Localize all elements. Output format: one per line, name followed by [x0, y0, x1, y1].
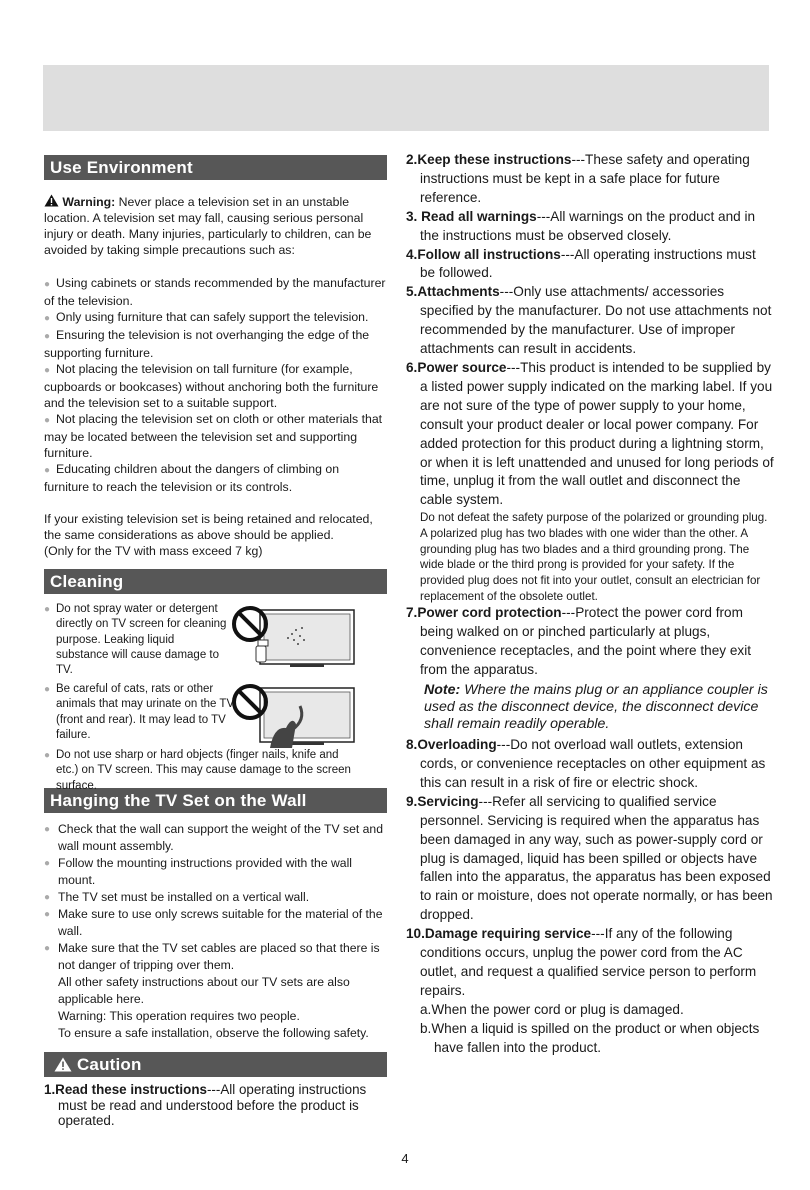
hanging-extra: Warning: This operation requires two people.: [58, 1009, 300, 1023]
instruction-item: 7.Power cord protection---Protect the power cord from being walked on or pinched particularly at plugs, convenience receptacles, and the point where they exit from the apparatus.: [406, 605, 751, 678]
environment-bullet: ● Only using furniture that can safely support the television.: [44, 309, 387, 327]
instruction-item: 3. Read all warnings---All warnings on the product and in the instructions must be observed closely.: [406, 208, 756, 243]
warning-icon: [54, 1057, 72, 1072]
bullet-dot-icon: ●: [44, 604, 51, 615]
cleaning-item: ● Do not spray water or detergent directly on TV screen for cleaning purpose. Leaking liquid substance will cause damage to TV.: [44, 603, 227, 677]
cleaning-section: [44, 602, 387, 792]
right-column: [406, 151, 774, 1057]
bullet-dot-icon: ●: [44, 331, 51, 342]
bullet-dot-icon: ●: [44, 892, 51, 903]
caution-heading: Caution: [76, 1055, 142, 1074]
cleaning-item: ● Do not use sharp or hard objects (finger nails, knife and etc.) on TV screen. This may cause damage to the screen surface.: [44, 749, 351, 792]
disconnect-note: Note: Where the mains plug or an appliance coupler is used as the disconnect device, the disconnect device shall remain readily operable.: [424, 682, 768, 733]
hanging-extra: To ensure a safe installation, observe the following safety.: [58, 1026, 369, 1040]
warning-text: Never place a television set in an unstable location. A television set may fall, causing serious personal injury or death. Many injuries, particularly to children, can be avoided by taking simple precautions such as:: [44, 195, 372, 257]
use-environment-heading: Use Environment: [44, 155, 387, 180]
bullet-dot-icon: ●: [44, 943, 51, 954]
bullet-dot-icon: ●: [44, 858, 51, 869]
bullet-dot-icon: ●: [44, 824, 51, 835]
bullet-dot-icon: ●: [44, 313, 51, 324]
damage-case-b: b.When a liquid is spilled on the product or when objects have fallen into the product.: [420, 1020, 760, 1055]
environment-bullet: ● Educating children about the dangers of climbing on furniture to reach the television or its controls.: [44, 462, 340, 494]
damage-case-a: a.When the power cord or plug is damaged.: [420, 1001, 684, 1017]
cleaning-item: ● Be careful of cats, rats or other animals that may urinate on the TV (front and rear). It may lead to TV failure.: [44, 683, 235, 741]
instruction-item: 10.Damage requiring service---If any of the following conditions occurs, unplug the power cord from the AC outlet, and request a qualified service person to perform repairs.: [406, 926, 757, 998]
hanging-item: ● Make sure to use only screws suitable for the material of the wall.: [44, 907, 383, 938]
caution-item-1: 1.Read these instructions---All operating instructions must be read and understood before the product is operated.: [44, 1082, 367, 1129]
instruction-item: 6.Power source---This product is intended to be supplied by a listed power supply indicated on the marking label. If you are not sure of the type of power supply to your home, consult your product dealer or local power company. For added protection for this product during a lightning storm, or when it is left unattended and unused for long periods of time, unplug it from the wall outlet and disconnect the cable system.: [406, 359, 774, 508]
warning-label: Warning:: [62, 195, 116, 209]
instruction-item: 2.Keep these instructions---These safety and operating instructions must be kept in a safe place for future reference.: [406, 152, 750, 205]
instruction-item: 9.Servicing---Refer all servicing to qualified service personnel. Servicing is required when the apparatus has been damaged in any way, such as power-supply cord or plug is damaged, liquid has been spilled or objects have fallen into the apparatus, the apparatus has been exposed to rain or moisture, does not operate normally, or has been dropped.: [406, 793, 773, 923]
hanging-item: ● Make sure that the TV set cables are placed so that there is not danger of tripping over them.: [44, 941, 380, 972]
caution-heading-bar: [44, 1052, 387, 1077]
bullet-dot-icon: ●: [44, 684, 51, 695]
left-column: [44, 155, 387, 1129]
bullet-dot-icon: ●: [44, 279, 51, 290]
instruction-item: 4.Follow all instructions---All operating instructions must be followed.: [406, 246, 756, 281]
bullet-dot-icon: ●: [44, 465, 51, 476]
warning-icon: [44, 194, 59, 207]
bullet-dot-icon: ●: [44, 365, 51, 376]
hanging-heading: Hanging the TV Set on the Wall: [44, 788, 387, 813]
hanging-extra: All other safety instructions about our TV sets are also applicable here.: [58, 975, 350, 1006]
hanging-list: [44, 821, 387, 1042]
environment-bullet: ● Using cabinets or stands recommended by the manufacturer of the television.: [44, 276, 386, 308]
environment-bullet: ● Ensuring the television is not overhanging the edge of the supporting furniture.: [44, 328, 370, 360]
bullet-dot-icon: ●: [44, 750, 51, 761]
instruction-item: 5.Attachments---Only use attachments/ accessories specified by the manufacturer. Do not use attachments not recommended by the manufacturer. Use of improper attachments can result in accidents.: [406, 284, 772, 357]
environment-bullet: ● Not placing the television set on cloth or other materials that may be located between the television set and supporting furniture.: [44, 412, 383, 460]
hanging-item: ● Check that the wall can support the weight of the TV set and wall mount assembly.: [44, 822, 383, 853]
cleaning-heading: Cleaning: [44, 569, 387, 594]
hanging-item: ● The TV set must be installed on a vertical wall.: [44, 890, 310, 904]
polarized-plug-note: Do not defeat the safety purpose of the polarized or grounding plug. A polarized plug has two blades with one wider than the other. A grounding plug has two blades and a third grounding prong. The wide blade or the third prong is provided for your safety. If the provided plug does not fit into your outlet, consult an electrician for replacement of the obsolete outlet.: [420, 511, 768, 603]
no-pets-tv-illustration: [230, 680, 360, 752]
instruction-item: 8.Overloading---Do not overload wall outlets, extension cords, or convenience receptacles on other equipment as this can result in a risk of fire or electric shock.: [406, 737, 766, 790]
no-spray-tv-illustration: [230, 602, 360, 674]
mass-note: (Only for the TV with mass exceed 7 kg): [44, 544, 263, 558]
warning-paragraph: [44, 194, 387, 258]
retained-paragraph: If your existing television set is being retained and relocated, the same considerations as above should be applied.: [44, 512, 373, 542]
environment-bullet: ● Not placing the television on tall furniture (for example, cupboards or bookcases) without anchoring both the furniture and the television set to a suitable support.: [44, 362, 379, 410]
hanging-item: ● Follow the mounting instructions provided with the wall mount.: [44, 856, 352, 887]
page-number: 4: [401, 1151, 409, 1166]
bullet-dot-icon: ●: [44, 909, 51, 920]
header-band: [43, 65, 769, 131]
bullet-dot-icon: ●: [44, 415, 51, 426]
